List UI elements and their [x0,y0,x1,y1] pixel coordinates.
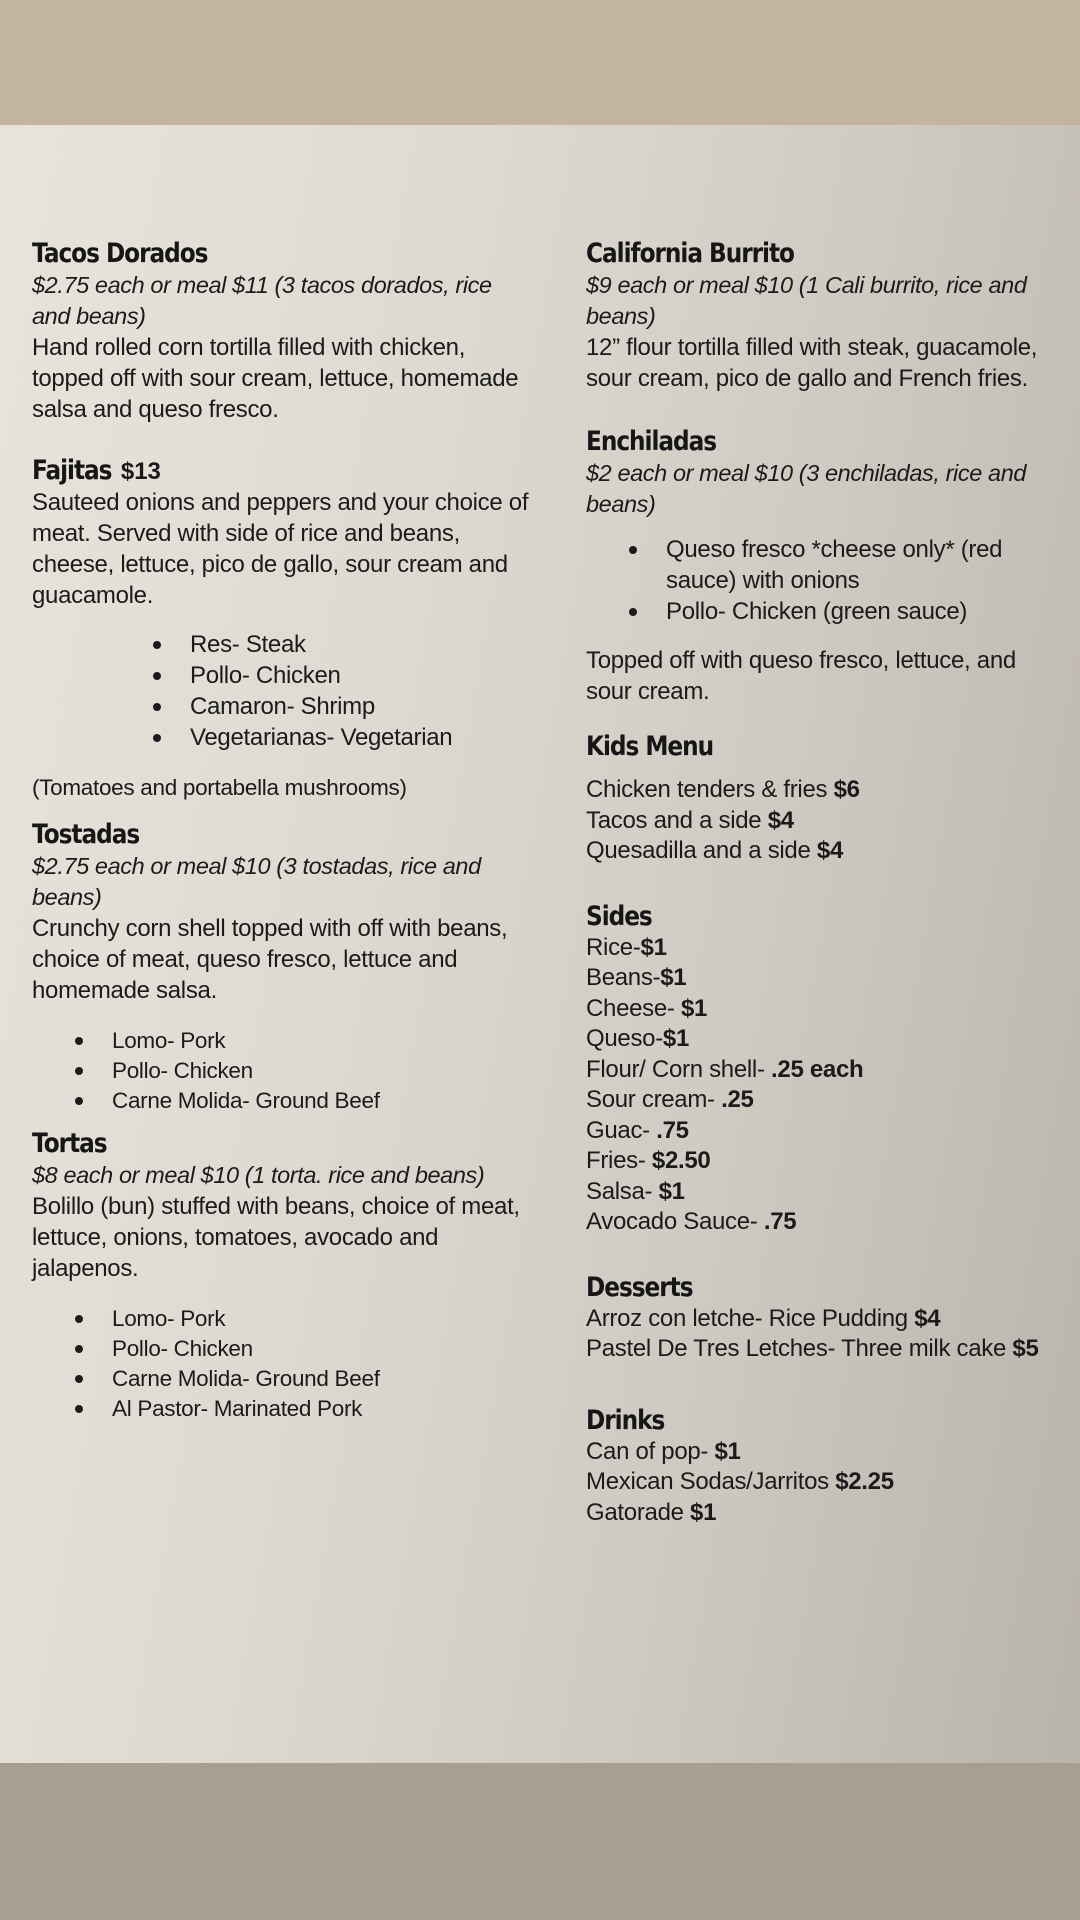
section-title: Tostadas [32,819,140,850]
list-item: Pollo- Chicken [112,1056,532,1086]
menu-item: Queso-$1 [586,1025,690,1052]
menu-item: Tacos and a side $4 [586,806,794,834]
bottom-background-band [0,1763,1080,1920]
menu-left-column [32,238,532,1454]
section-tortas [32,1128,532,1424]
price-line: $2.75 each or meal $10 (3 tostadas, rice and beans) [32,853,481,910]
section-price: $13 [120,458,161,485]
section-tacos-dorados [32,238,532,425]
enchiladas-options-list [586,534,1066,627]
top-background-band [0,0,1080,125]
section-title: Fajitas [32,455,112,486]
list-item: Lomo- Pork [112,1304,532,1334]
note: (Tomatoes and portabella mushrooms) [32,775,407,800]
description: 12” flour tortilla filled with steak, guacamole, sour cream, pico de gallo and French fries. [586,334,1038,392]
list-item: Res- Steak [190,629,532,660]
menu-item: Mexican Sodas/Jarritos $2.25 [586,1468,894,1495]
tostadas-options-list [32,1026,532,1116]
menu-item: Can of pop- $1 [586,1437,741,1465]
list-item: Lomo- Pork [112,1026,532,1056]
menu-item: Gatorade $1 [586,1498,717,1526]
tortas-options-list [32,1304,532,1424]
menu-item: Arroz con letche- Rice Pudding $4 [586,1304,941,1332]
menu-item: Guac- .75 [586,1116,689,1144]
section-title: Drinks [586,1404,665,1436]
menu-item: Pastel De Tres Letches- Three milk cake $5 [586,1335,1039,1362]
section-sides [586,901,1066,1238]
fajitas-options-list [32,629,532,753]
menu-item: Fries- $2.50 [586,1147,711,1174]
list-item: Carne Molida- Ground Beef [112,1086,532,1116]
section-fajitas [32,455,532,803]
section-title: Tortas [32,1128,107,1159]
section-drinks [586,1405,1066,1529]
list-item: Carne Molida- Ground Beef [112,1364,532,1394]
description: Hand rolled corn tortilla filled with chicken, topped off with sour cream, lettuce, homemade salsa and queso fresco. [32,334,519,423]
section-kids-menu [586,731,1066,867]
menu-item: Salsa- $1 [586,1177,685,1205]
menu-right-column [586,238,1066,1558]
menu-paper [0,125,1080,1763]
menu-item: Rice-$1 [586,933,667,961]
price-line: $8 each or meal $10 (1 torta. rice and beans) [32,1162,485,1188]
section-tostadas [32,819,532,1116]
menu-item: Quesadilla and a side $4 [586,837,844,864]
list-item: Vegetarianas- Vegetarian [190,722,532,753]
list-item: Pollo- Chicken [112,1334,532,1364]
section-title: Sides [586,900,652,932]
section-california-burrito [586,238,1066,394]
section-title: California Burrito [586,238,794,269]
price-line: $2.75 each or meal $11 (3 tacos dorados, rice and beans) [32,272,492,329]
note: Topped off with queso fresco, lettuce, and sour cream. [586,647,1016,705]
list-item: Pollo- Chicken (green sauce) [666,596,1066,627]
menu-item: Sour cream- .25 [586,1086,754,1113]
section-title: Enchiladas [586,426,717,457]
list-item: Camaron- Shrimp [190,691,532,722]
menu-item: Cheese- $1 [586,994,708,1022]
price-line: $2 each or meal $10 (3 enchiladas, rice and beans) [586,460,1027,517]
section-enchiladas [586,426,1066,707]
section-title: Kids Menu [586,731,714,762]
menu-item: Chicken tenders & fries $6 [586,776,860,803]
list-item: Al Pastor- Marinated Pork [112,1394,532,1424]
list-item: Pollo- Chicken [190,660,532,691]
description: Bolillo (bun) stuffed with beans, choice of meat, lettuce, onions, tomatoes, avocado and jalapenos. [32,1193,520,1282]
list-item: Queso fresco *cheese only* (red sauce) with onions [666,534,1066,596]
price-line: $9 each or meal $10 (1 Cali burrito, rice and beans) [586,272,1027,329]
section-title: Desserts [586,1271,693,1303]
menu-item: Avocado Sauce- .75 [586,1208,797,1235]
description: Sauteed onions and peppers and your choice of meat. Served with side of rice and beans, cheese, lettuce, pico de gallo, sour cream and guacamole. [32,489,529,609]
menu-item: Beans-$1 [586,964,687,991]
section-title: Tacos Dorados [32,238,208,269]
description: Crunchy corn shell topped with off with beans, choice of meat, queso fresco, lettuce and homemade salsa. [32,915,508,1004]
menu-item: Flour/ Corn shell- .25 each [586,1055,864,1083]
section-desserts [586,1272,1066,1365]
